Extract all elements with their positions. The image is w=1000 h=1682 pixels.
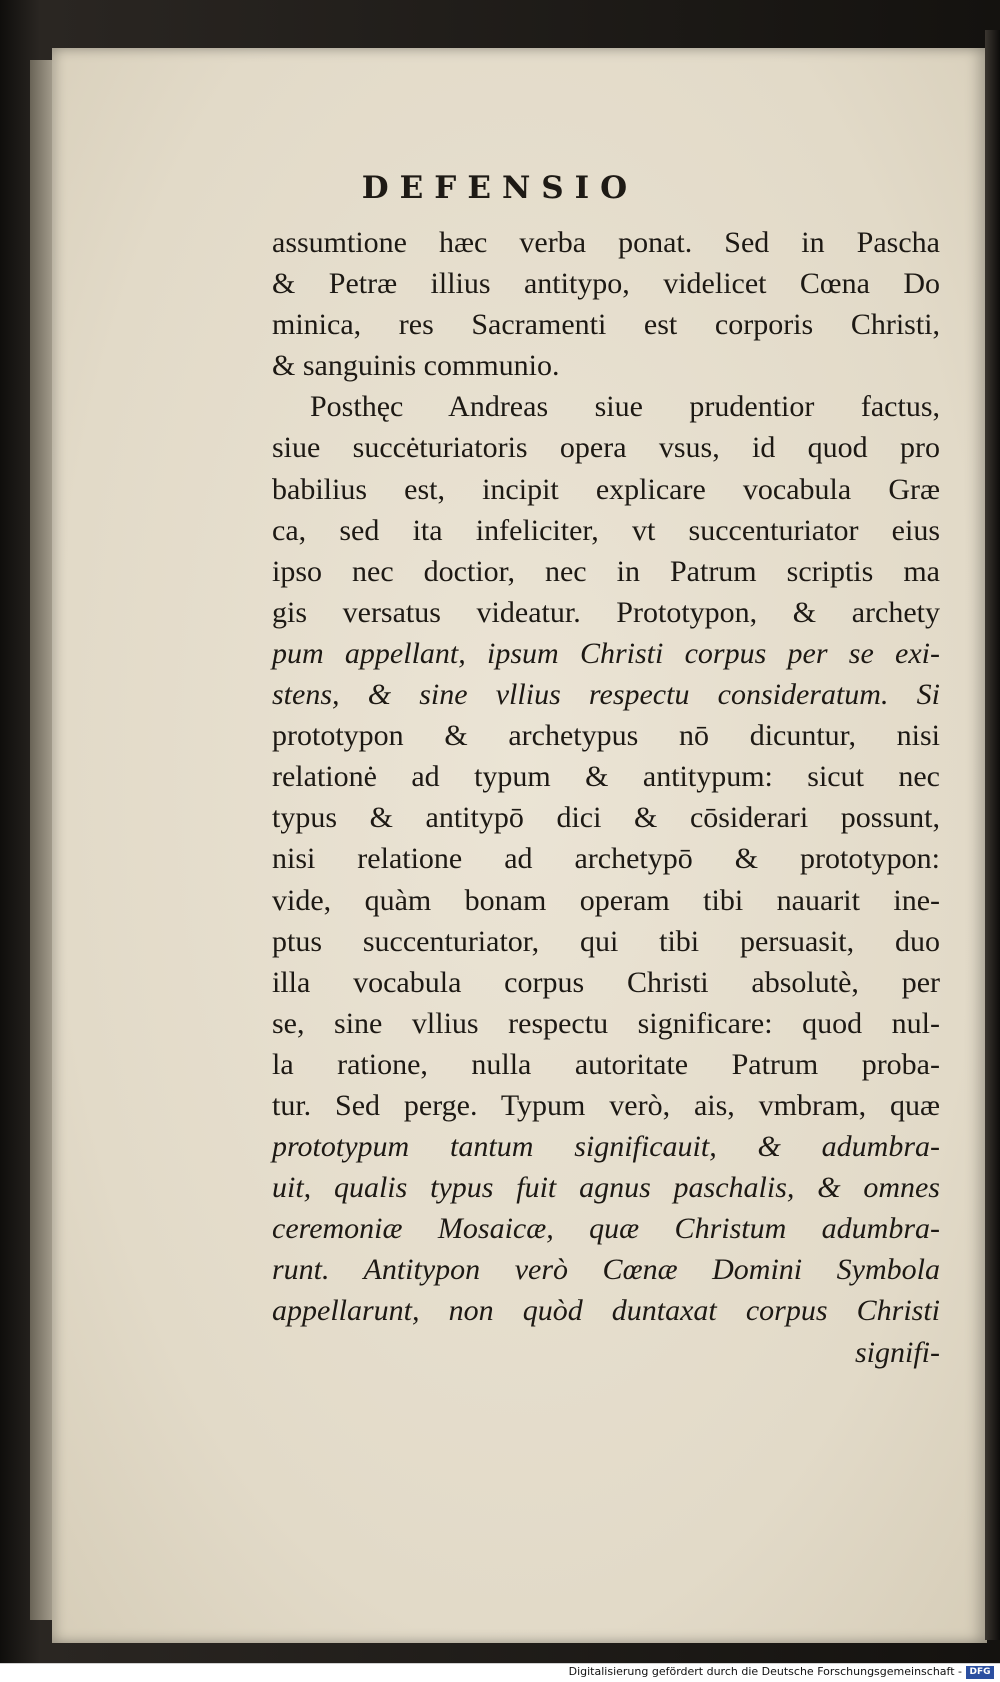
text-line: nisi relatione ad archetypō & prototypon:	[272, 842, 940, 876]
catchword: signifi-	[854, 1335, 940, 1369]
text-line: & sanguinis communio.	[272, 349, 560, 383]
page-edge-left	[30, 60, 54, 1620]
text-line: Posthęc Andreas siue prudentior factus,	[310, 390, 940, 424]
text-line: typus & antitypō dici & cōsiderari possunt,	[272, 801, 940, 835]
text-line: gis versatus videatur. Prototypon, & archety	[272, 595, 940, 629]
text-line: prototypon & archetypus nō dicuntur, nisi	[272, 719, 940, 753]
text-line: & Petræ illius antitypo, videlicet Cœna Do	[272, 267, 940, 301]
text-line: vide, quàm bonam operam tibi nauarit ine-	[272, 883, 940, 917]
footer-bar	[0, 1663, 1000, 1682]
footer-credit: Digitalisierung gefördert durch die Deutsche Forschungsgemeinschaft -	[568, 1665, 962, 1678]
text-line: minica, res Sacramenti est corporis Christi,	[272, 308, 940, 342]
text-line-italic: ceremoniæ Mosaicæ, quæ Christum adumbra-	[272, 1212, 940, 1246]
text-line-italic: runt. Antitypon verò Cœnæ Domini Symbola	[272, 1253, 940, 1287]
dfg-logo-icon: DFG	[966, 1666, 994, 1679]
text-line: assumtione hæc verba ponat. Sed in Pascha	[272, 226, 940, 259]
text-line-italic: uit, qualis typus fuit agnus paschalis, & omnes	[272, 1171, 940, 1205]
text-line: ptus succenturiator, qui tibi persuasit, duo	[272, 924, 940, 958]
text-line-italic: prototypum tantum significauit, & adumbra-	[272, 1130, 940, 1164]
text-line: se, sine vllius respectu significare: quod nul-	[272, 1006, 940, 1040]
text-line: babilius est, incipit explicare vocabula Græ	[272, 472, 940, 506]
text-line: illa vocabula corpus Christi absolutè, per	[272, 965, 940, 999]
text-line-italic: stens, & sine vllius respectu consideratum. Si	[272, 678, 940, 712]
page-text	[272, 222, 940, 1373]
text-line: tur. Sed perge. Typum verò, ais, vmbram, quæ	[272, 1088, 940, 1122]
text-line-italic: pum appellant, ipsum Christi corpus per se exi-	[272, 636, 940, 670]
text-line-italic: appellarunt, non quòd duntaxat corpus Christi	[272, 1294, 940, 1328]
text-line: la ratione, nulla autoritate Patrum proba-	[272, 1047, 940, 1081]
text-line: relationė ad typum & antitypum: sicut nec	[272, 760, 940, 794]
text-line: siue succėturiatoris opera vsus, id quod pro	[272, 431, 940, 465]
page-edge-right	[985, 30, 1000, 1640]
running-title: DEFENSIO	[361, 170, 639, 206]
text-line: ca, sed ita infeliciter, vt succenturiator eius	[272, 513, 940, 547]
text-line: ipso nec doctior, nec in Patrum scriptis ma	[272, 554, 940, 588]
